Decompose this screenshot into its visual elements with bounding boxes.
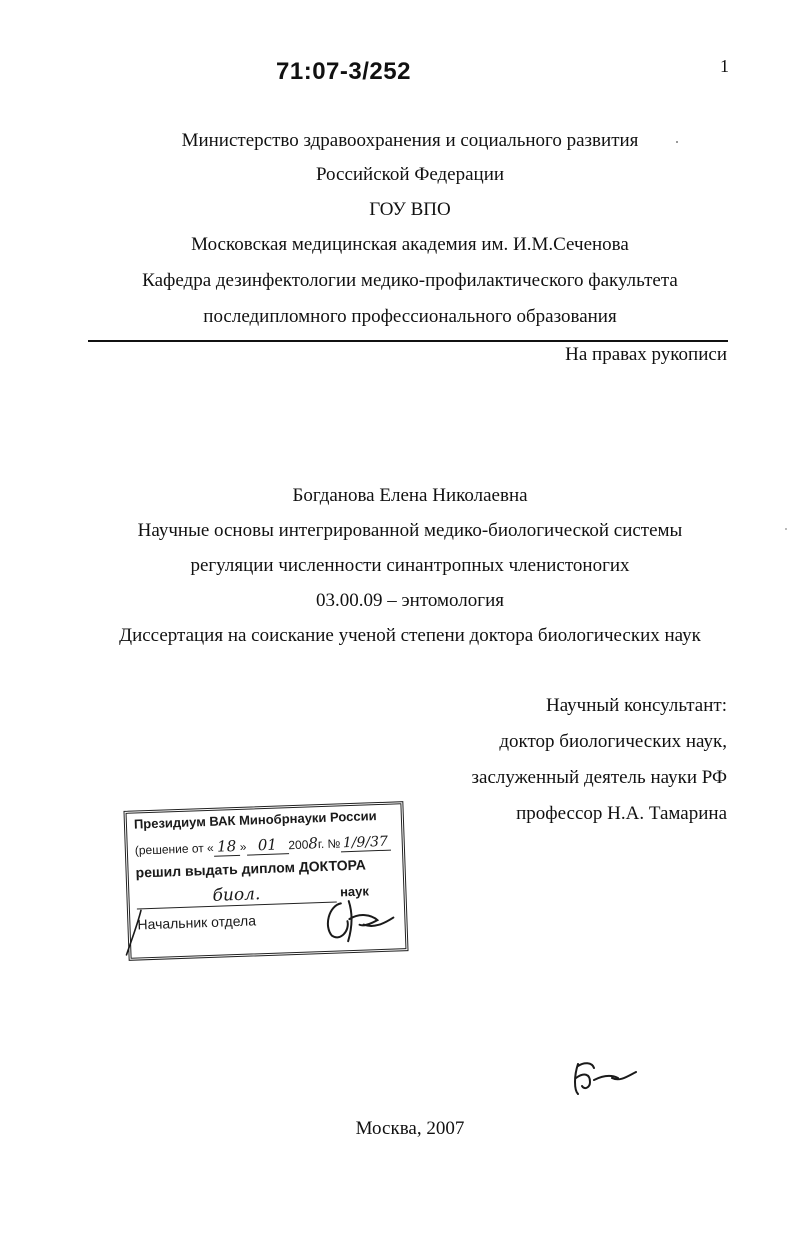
stamp-sep: » [239, 839, 247, 854]
country-line: Российской Федерации [315, 164, 505, 185]
stamp-decision-prefix: (решение от « [134, 840, 214, 858]
manuscript-note: На правах рукописи [565, 344, 727, 365]
title-line-1: Научные основы интегрированной медико-биологической системы [137, 520, 683, 541]
consultant-label: Научный консультант: [545, 695, 727, 716]
vak-stamp [123, 801, 408, 961]
stamp-number-prefix: г. № [317, 836, 341, 852]
stamp-number: 1/9/37 [340, 834, 391, 853]
stamp-month: 01 [246, 835, 289, 855]
stamp-field-suffix: наук [339, 883, 370, 900]
consultant-honor: заслуженный деятель науки РФ [471, 767, 727, 788]
department-line: Кафедра дезинфектологии медико-профилактического факультета [142, 270, 678, 291]
ministry-line: Министерство здравоохранения и социального развития [181, 130, 639, 151]
document-code: 71:07-3/252 [276, 58, 411, 85]
stamp-field-handwritten: биол. [136, 882, 337, 910]
stamp-year-prefix: 200 [288, 837, 309, 853]
degree-line: Диссертация на соискание ученой степени доктора биологических наук [119, 625, 701, 646]
author-name: Богданова Елена Николаевна [292, 485, 528, 506]
handwritten-signature-icon [568, 1056, 640, 1100]
city-year: Москва, 2007 [355, 1118, 465, 1139]
stamp-year-digit: 8 [308, 834, 319, 853]
org-type-line: ГОУ ВПО [369, 199, 451, 220]
academy-line: Московская медицинская академия им. И.М.Сеченова [191, 234, 629, 255]
specialty: 03.00.09 – энтомология [316, 590, 504, 611]
stamp-line-3: решил выдать диплом ДОКТОРА [135, 856, 367, 881]
stamp-mark-icon [121, 906, 153, 959]
stamp-line-1: Президиум ВАК Минобрнауки России [133, 808, 377, 832]
consultant-name: профессор Н.А. Тамарина [516, 803, 727, 824]
faculty-line: последипломного профессионального образования [203, 306, 617, 327]
stamp-day: 18 [213, 837, 240, 857]
consultant-degree: доктор биологических наук, [499, 731, 727, 752]
header-divider [88, 340, 728, 342]
stamp-line-5: Начальник отдела [137, 912, 257, 933]
stamp-signature-icon [319, 893, 401, 946]
page-number: 1 [720, 56, 729, 76]
title-line-2: регуляции численности синантропных членистоногих [190, 555, 630, 576]
